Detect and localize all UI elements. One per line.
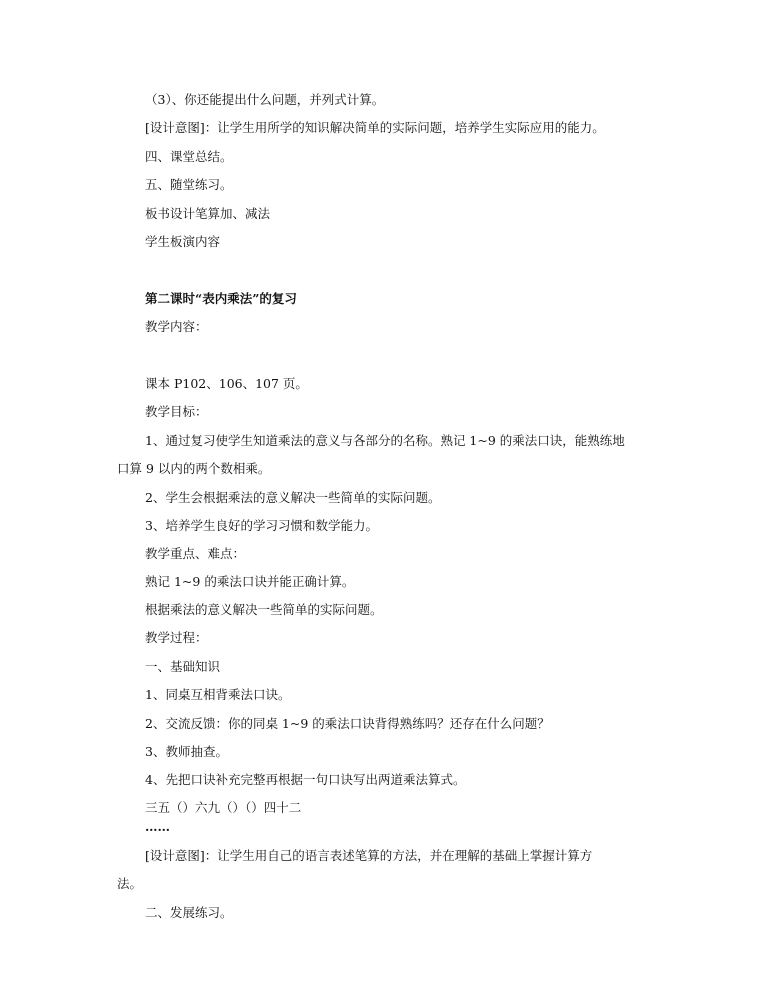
step-1-line: 1、同桌互相背乘法口诀。 (145, 687, 291, 702)
student-board-line: 学生板演内容 (145, 234, 221, 249)
key-point-1: 熟记 1~9 的乘法口诀并能正确计算。 (145, 574, 355, 589)
step-3-line: 3、教师抽查。 (145, 744, 228, 759)
fill-blank-line: 三五（）六九（）（）四十二 (145, 800, 302, 815)
key-points-label: 教学重点、难点： (145, 546, 246, 561)
section-practice: 五、随堂练习。 (145, 177, 233, 192)
board-design-line: 板书设计笔算加、减法 (145, 206, 271, 221)
design-intent-2-line-a: [设计意图]：让学生用自己的语言表述笔算的方法，并在理解的基础上掌握计算方 (145, 848, 593, 863)
textbook-pages-line: 课本 P102、106、107 页。 (145, 376, 308, 391)
section-basic-knowledge: 一、基础知识 (145, 659, 221, 674)
section-summary: 四、课堂总结。 (145, 149, 233, 164)
question-3-line: （3）、你还能提出什么问题，并列式计算。 (145, 92, 385, 107)
teaching-goals-label: 教学目标： (145, 404, 208, 419)
lesson-two-heading: 第二课时“表内乘法”的复习 (145, 291, 297, 306)
goal-3-line: 3、培养学生良好的学习习惯和数学能力。 (145, 518, 378, 533)
teaching-content-label: 教学内容： (145, 319, 208, 334)
goal-1-line-a: 1、通过复习使学生知道乘法的意义与各部分的名称。熟记 1~9 的乘法口诀，能熟练地 (145, 433, 625, 448)
goal-1-line-b: 口算 9 以内的两个数相乘。 (117, 461, 271, 476)
goal-2-line: 2、学生会根据乘法的意义解决一些简单的实际问题。 (145, 490, 441, 505)
teaching-process-label: 教学过程： (145, 630, 208, 645)
section-development-practice: 二、发展练习。 (145, 905, 233, 920)
step-2-line: 2、交流反馈：你的同桌 1~9 的乘法口诀背得熟练吗？还存在什么问题？ (145, 716, 550, 731)
ellipsis-line: …… (145, 819, 170, 834)
design-intent-2-line-b: 法。 (117, 876, 143, 891)
key-point-2: 根据乘法的意义解决一些简单的实际问题。 (145, 602, 383, 617)
design-intent-line: [设计意图]：让学生用所学的知识解决简单的实际问题，培养学生实际应用的能力。 (145, 120, 605, 135)
step-4-line: 4、先把口诀补充完整再根据一句口诀写出两道乘法算式。 (145, 772, 466, 787)
